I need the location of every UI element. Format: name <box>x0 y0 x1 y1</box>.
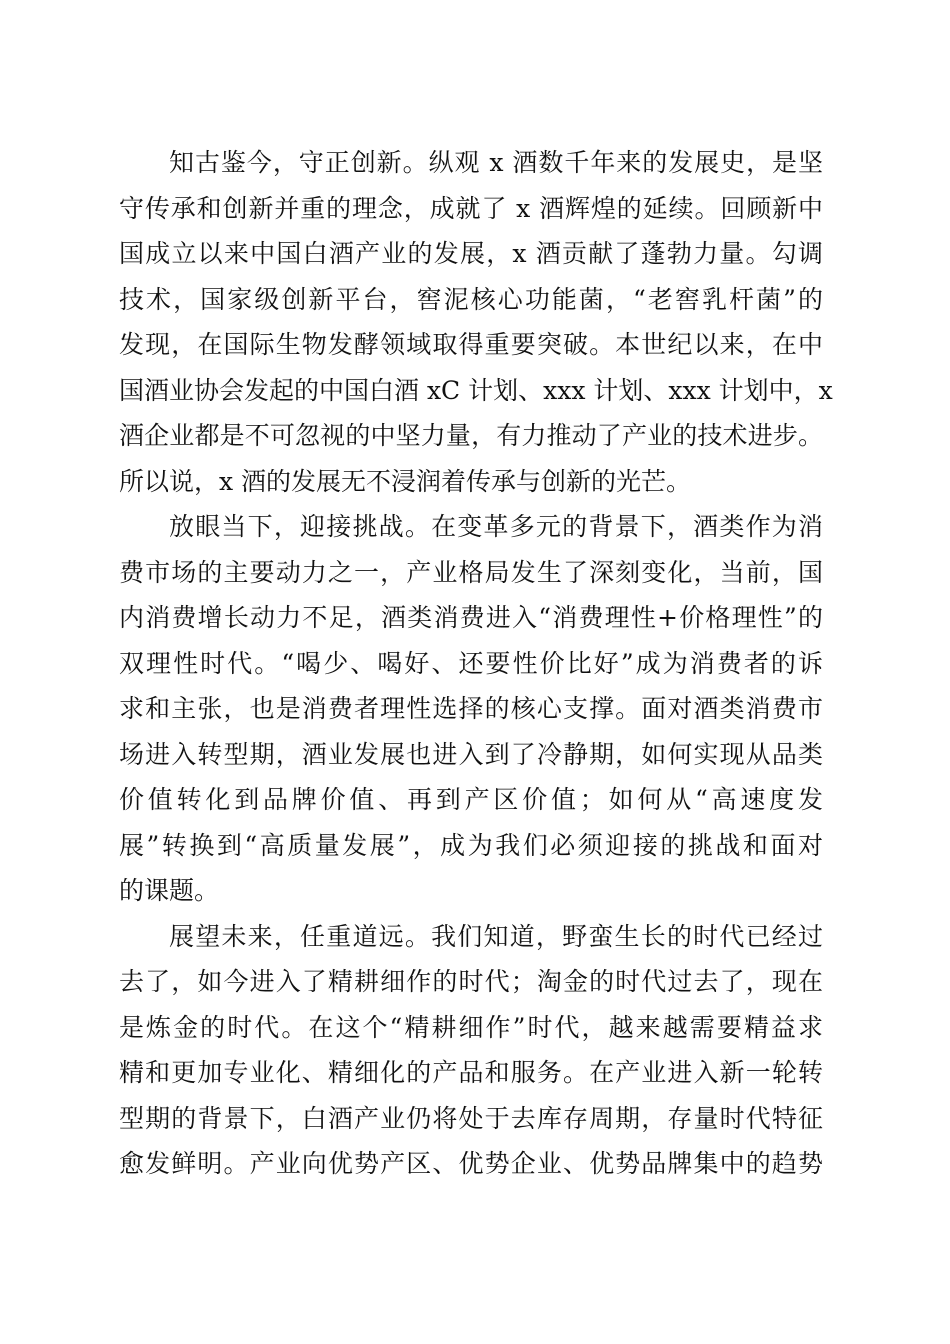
text-line: 内消费增长动力不足，酒类消费进入“消费理性+价格理性”的 <box>119 603 823 632</box>
text-line: 去了，如今进入了精耕细作的时代；淘金的时代过去了，现在 <box>119 967 823 996</box>
paragraph-1 <box>119 140 833 504</box>
text-line: 型期的背景下，白酒产业仍将处于去库存周期，存量时代特征 <box>119 1103 823 1133</box>
text-line: 酒企业都是不可忽视的中坚力量，有力推动了产业的技术进步。 <box>119 421 823 450</box>
text-line: 价值转化到品牌价值、再到产区价值；如何从“高速度发 <box>119 785 823 814</box>
text-line: 是炼金的时代。在这个“精耕细作”时代，越来越需要精益求 <box>119 1012 823 1042</box>
text-line: 国酒业协会发起的中国白酒 xC 计划、xxx 计划、xxx 计划中，x <box>119 375 833 405</box>
text-line: 的课题。 <box>119 876 220 905</box>
text-line: 守传承和创新并重的理念，成就了 x 酒辉煌的延续。回顾新中 <box>119 193 823 223</box>
text-line: 场进入转型期，酒业发展也进入到了冷静期，如何实现从品类 <box>119 739 823 769</box>
text-line: 展望未来，任重道远。我们知道，野蛮生长的时代已经过 <box>169 921 823 951</box>
text-line: 国成立以来中国白酒产业的发展，x 酒贡献了蓬勃力量。勾调 <box>119 239 823 268</box>
text-line: 精和更加专业化、精细化的产品和服务。在产业进入新一轮转 <box>119 1058 823 1087</box>
paragraph-2 <box>119 504 823 914</box>
document-body <box>119 140 833 1187</box>
text-line: 所以说，x 酒的发展无不浸润着传承与创新的光芒。 <box>119 466 692 496</box>
text-line: 发现，在国际生物发酵领域取得重要突破。本世纪以来，在中 <box>119 330 823 359</box>
paragraph-3 <box>119 914 823 1187</box>
text-line: 愈发鲜明。产业向优势产区、优势企业、优势品牌集中的趋势 <box>119 1149 823 1178</box>
text-line: 费市场的主要动力之一，产业格局发生了深刻变化，当前，国 <box>119 557 823 587</box>
text-line: 放眼当下，迎接挑战。在变革多元的背景下，酒类作为消 <box>169 512 823 541</box>
text-line: 展”转换到“高质量发展”，成为我们必须迎接的挑战和面对 <box>119 830 823 860</box>
text-line: 技术，国家级创新平台，窖泥核心功能菌，“老窖乳杆菌”的 <box>119 284 823 314</box>
text-line: 双理性时代。“喝少、喝好、还要性价比好”成为消费者的诉 <box>119 648 823 678</box>
text-line: 知古鉴今，守正创新。纵观 x 酒数千年来的发展史，是坚 <box>169 148 823 177</box>
text-line: 求和主张，也是消费者理性选择的核心支撑。面对酒类消费市 <box>119 694 823 723</box>
